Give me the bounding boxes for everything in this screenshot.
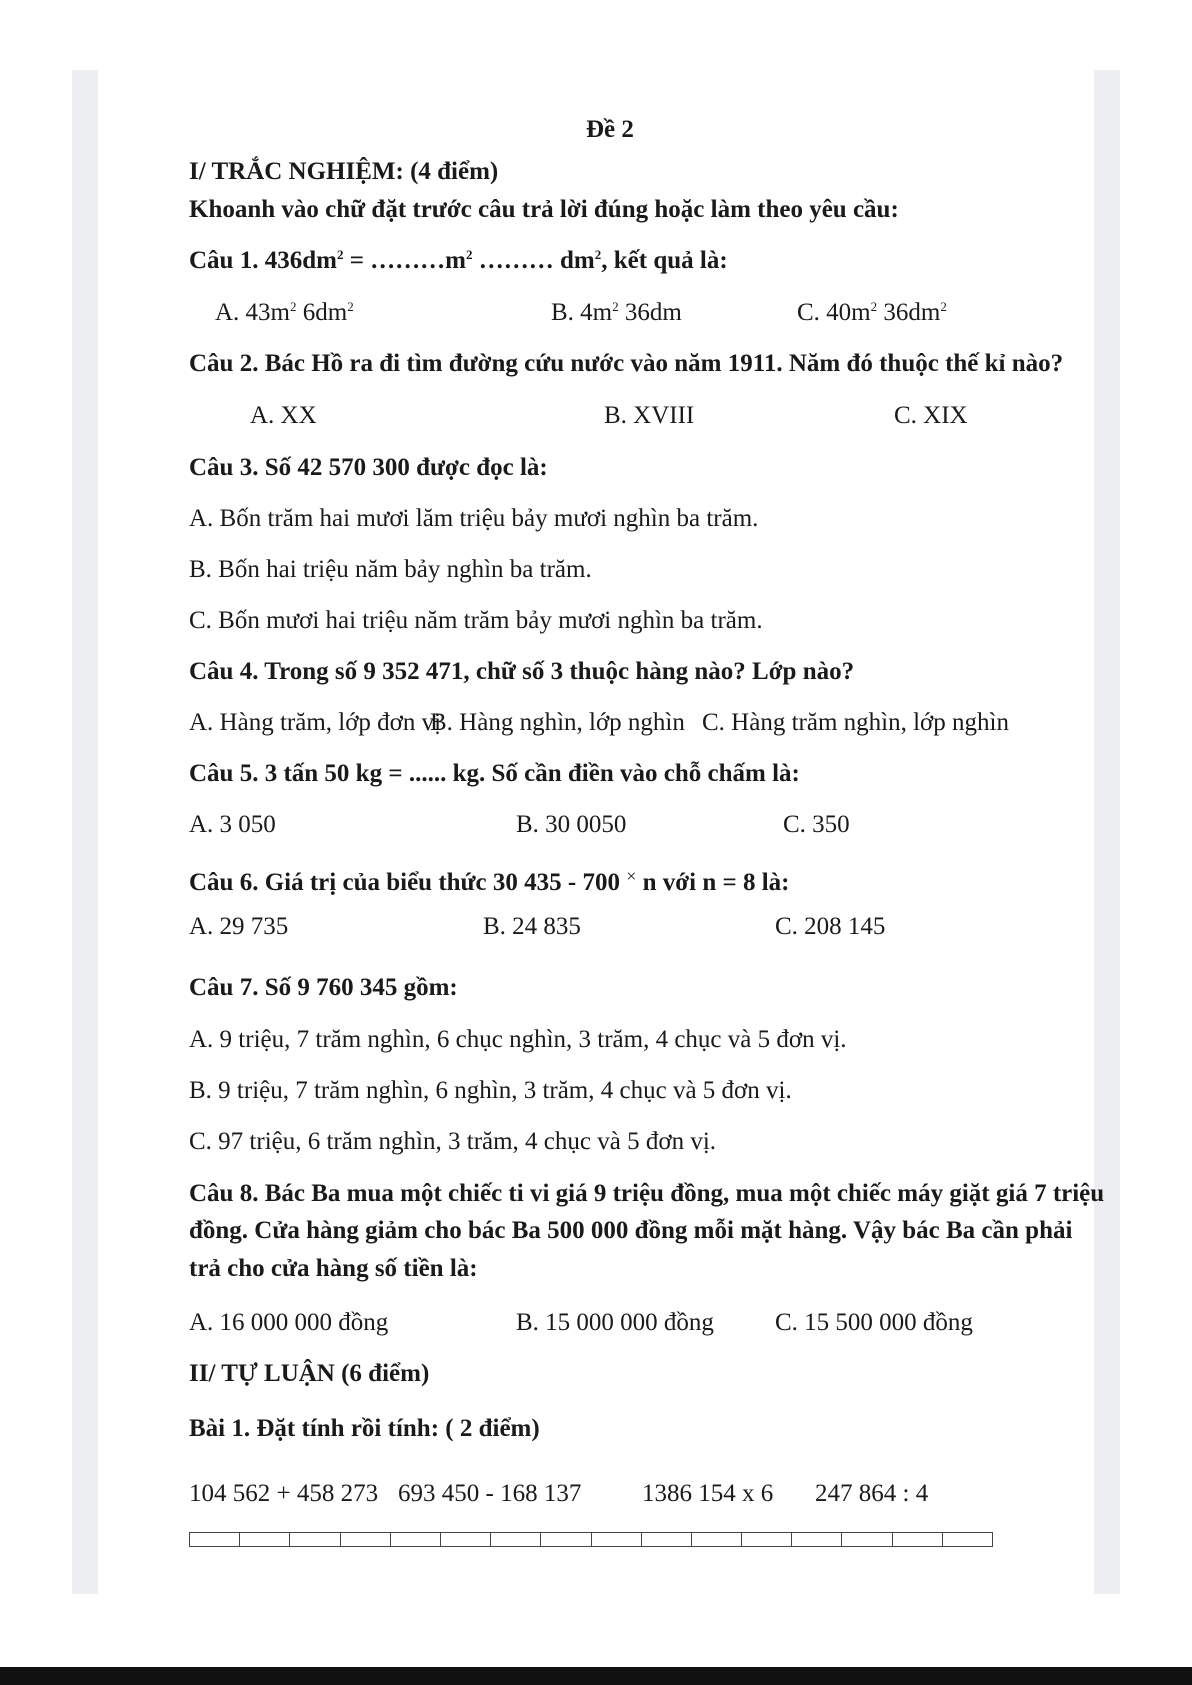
question-5: Câu 5. 3 tấn 50 kg = ...... kg. Số cần điền vào chỗ chấm là: — [189, 760, 800, 787]
grid-cell — [742, 1533, 792, 1546]
q2-option-c: C. XIX — [894, 402, 968, 429]
question-6: Câu 6. Giá trị của biểu thức 30 435 - 700 × n với n = 8 là: — [189, 866, 790, 896]
question-3: Câu 3. Số 42 570 300 được đọc là: — [189, 454, 548, 481]
q8-option-c: C. 15 500 000 đồng — [775, 1309, 973, 1336]
q7-option-b: B. 9 triệu, 7 trăm nghìn, 6 nghìn, 3 trăm, 4 chục và 5 đơn vị. — [189, 1077, 792, 1104]
q1-option-c: C. $40m^2$ $36dm^2$ — [797, 299, 947, 326]
question-7: Câu 7. Số 9 760 345 gồm: — [189, 974, 458, 1001]
q2-option-a: A. XX — [250, 402, 317, 429]
grid-cell — [441, 1533, 491, 1546]
grid-cell — [541, 1533, 591, 1546]
page-title: Đề 2 — [586, 116, 634, 143]
grid-cell — [792, 1533, 842, 1546]
question-4: Câu 4. Trong số 9 352 471, chữ số 3 thuộc hàng nào? Lớp nào? — [189, 658, 855, 685]
grid-cell — [893, 1533, 943, 1546]
operation-3: 1386 154 x 6 — [642, 1480, 774, 1507]
q7-option-a: A. 9 triệu, 7 trăm nghìn, 6 chục nghìn, 3 trăm, 4 chục và 5 đơn vị. — [189, 1026, 847, 1053]
grid-cell — [592, 1533, 642, 1546]
answer-grid — [189, 1532, 993, 1547]
q5-option-b: B. 30 0050 — [516, 811, 627, 838]
bottom-bar — [0, 1667, 1192, 1685]
q6-option-c: C. 208 145 — [775, 913, 886, 940]
q8-option-a: A. 16 000 000 đồng — [189, 1309, 389, 1336]
q4-option-a: A. Hàng trăm, lớp đơn vị — [189, 709, 442, 736]
section-1-instruction: Khoanh vào chữ đặt trước câu trả lời đúng hoặc làm theo yêu cầu: — [189, 196, 899, 223]
q1-option-a: A. $43m^2$ $6dm^2$ — [215, 299, 354, 326]
q3-option-b: B. Bốn hai triệu năm bảy nghìn ba trăm. — [189, 556, 592, 583]
q1-option-b: B. $4m^2$ 36dm — [551, 299, 682, 326]
grid-cell — [642, 1533, 692, 1546]
question-1: Câu 1. $436dm^2$ = $\dots\dots\dots m^2$ ……… $dm^2$, kết quả là: — [189, 247, 728, 274]
right-margin-bar — [1094, 70, 1120, 1594]
grid-cell — [240, 1533, 290, 1546]
q4-option-c: C. Hàng trăm nghìn, lớp nghìn — [702, 709, 1009, 736]
q5-option-a: A. 3 050 — [189, 811, 276, 838]
question-8-line-1: Câu 8. Bác Ba mua một chiếc ti vi giá 9 triệu đồng, mua một chiếc máy giặt giá 7 triệu — [189, 1180, 1105, 1207]
question-2: Câu 2. Bác Hồ ra đi tìm đường cứu nước vào năm 1911. Năm đó thuộc thế kỉ nào? — [189, 350, 1064, 377]
grid-cell — [692, 1533, 742, 1546]
grid-cell — [290, 1533, 340, 1546]
q6-option-b: B. 24 835 — [483, 913, 581, 940]
q8-option-b: B. 15 000 000 đồng — [516, 1309, 714, 1336]
multiply-sign: × — [626, 866, 637, 886]
operation-4: 247 864 : 4 — [815, 1480, 929, 1507]
section-1-heading: I/ TRẮC NGHIỆM: (4 điểm) — [189, 158, 499, 185]
grid-cell — [391, 1533, 441, 1546]
grid-cell — [842, 1533, 892, 1546]
question-8-line-3: trả cho cửa hàng số tiền là: — [189, 1255, 478, 1282]
q3-option-a: A. Bốn trăm hai mươi lăm triệu bảy mươi nghìn ba trăm. — [189, 505, 759, 532]
q6-option-a: A. 29 735 — [189, 913, 289, 940]
grid-cell — [341, 1533, 391, 1546]
exercise-1-title: Bài 1. Đặt tính rồi tính: ( 2 điểm) — [189, 1415, 540, 1442]
grid-cell — [943, 1533, 992, 1546]
section-2-heading: II/ TỰ LUẬN (6 điểm) — [189, 1360, 430, 1387]
grid-cell — [491, 1533, 541, 1546]
q3-option-c: C. Bốn mươi hai triệu năm trăm bảy mươi nghìn ba trăm. — [189, 607, 763, 634]
q2-option-b: B. XVIII — [604, 402, 695, 429]
left-margin-bar — [72, 70, 98, 1594]
q7-option-c: C. 97 triệu, 6 trăm nghìn, 3 trăm, 4 chục và 5 đơn vị. — [189, 1128, 717, 1155]
q4-option-b: B. Hàng nghìn, lớp nghìn — [430, 709, 685, 736]
question-8-line-2: đồng. Cửa hàng giảm cho bác Ba 500 000 đồng mỗi mặt hàng. Vậy bác Ba cần phải — [189, 1217, 1073, 1244]
operation-1: 104 562 + 458 273 — [189, 1480, 379, 1507]
grid-cell — [190, 1533, 240, 1546]
q5-option-c: C. 350 — [783, 811, 850, 838]
operation-2: 693 450 - 168 137 — [398, 1480, 582, 1507]
